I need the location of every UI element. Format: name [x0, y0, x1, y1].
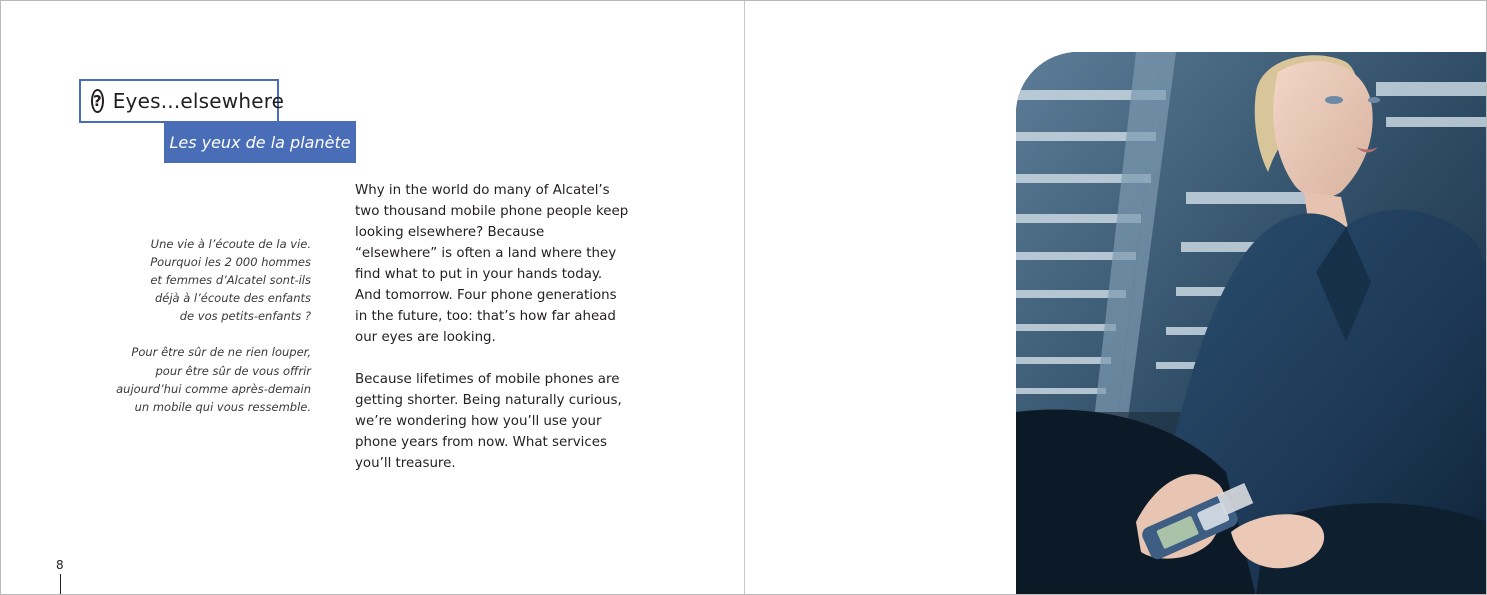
french-paragraph — [101, 343, 311, 415]
text-line: you’ll treasure. — [355, 456, 456, 471]
text-line: find what to put in your hands today. — [355, 267, 603, 282]
text-line: “elsewhere” is often a land where they — [355, 246, 617, 261]
text-line: Pourquoi les 2 000 hommes — [150, 255, 311, 270]
english-body-text — [355, 180, 629, 495]
text-line: we’re wondering how you’ll use your — [355, 414, 602, 429]
text-line: two thousand mobile phone people keep — [355, 204, 629, 219]
text-line: getting shorter. Being naturally curious, — [355, 393, 622, 408]
text-line: aujourd’hui comme après-demain — [116, 381, 311, 396]
title-box — [79, 79, 285, 123]
french-sidebar-text — [101, 235, 311, 434]
text-line: And tomorrow. Four phone generations — [355, 288, 617, 303]
page-number-rule — [60, 574, 61, 594]
text-line: Why in the world do many of Alcatel’s — [355, 183, 610, 198]
right-page — [745, 1, 1486, 594]
body-paragraph — [355, 180, 629, 348]
text-line: in the future, too: that’s how far ahead — [355, 309, 616, 324]
text-line: phone years from now. What services — [355, 435, 607, 450]
left-page — [1, 1, 744, 594]
page-title: Eyes...elsewhere — [112, 89, 285, 113]
question-circle-icon: ? — [91, 89, 104, 113]
text-line: Une vie à l’écoute de la vie. — [150, 237, 311, 251]
text-line: et femmes d’Alcatel sont-ils — [150, 273, 311, 288]
woman-holding-mobile-phone-photo — [1016, 52, 1487, 595]
text-line: déjà à l’écoute des enfants — [154, 291, 311, 306]
text-line: de vos petits-enfants ? — [179, 309, 311, 324]
subtitle-banner — [164, 121, 356, 163]
text-line: pour être sûr de vous offrir — [155, 363, 311, 378]
text-line: looking elsewhere? Because — [355, 225, 545, 240]
page-subtitle: Les yeux de la planète — [169, 132, 351, 152]
body-paragraph — [355, 369, 622, 474]
text-line: Because lifetimes of mobile phones are — [355, 372, 620, 387]
page-number: 8 — [56, 558, 64, 572]
french-paragraph — [101, 235, 311, 325]
text-line: un mobile qui vous ressemble. — [134, 399, 311, 414]
text-line: our eyes are looking. — [355, 330, 496, 345]
text-line: Pour être sûr de ne rien louper, — [131, 345, 311, 360]
